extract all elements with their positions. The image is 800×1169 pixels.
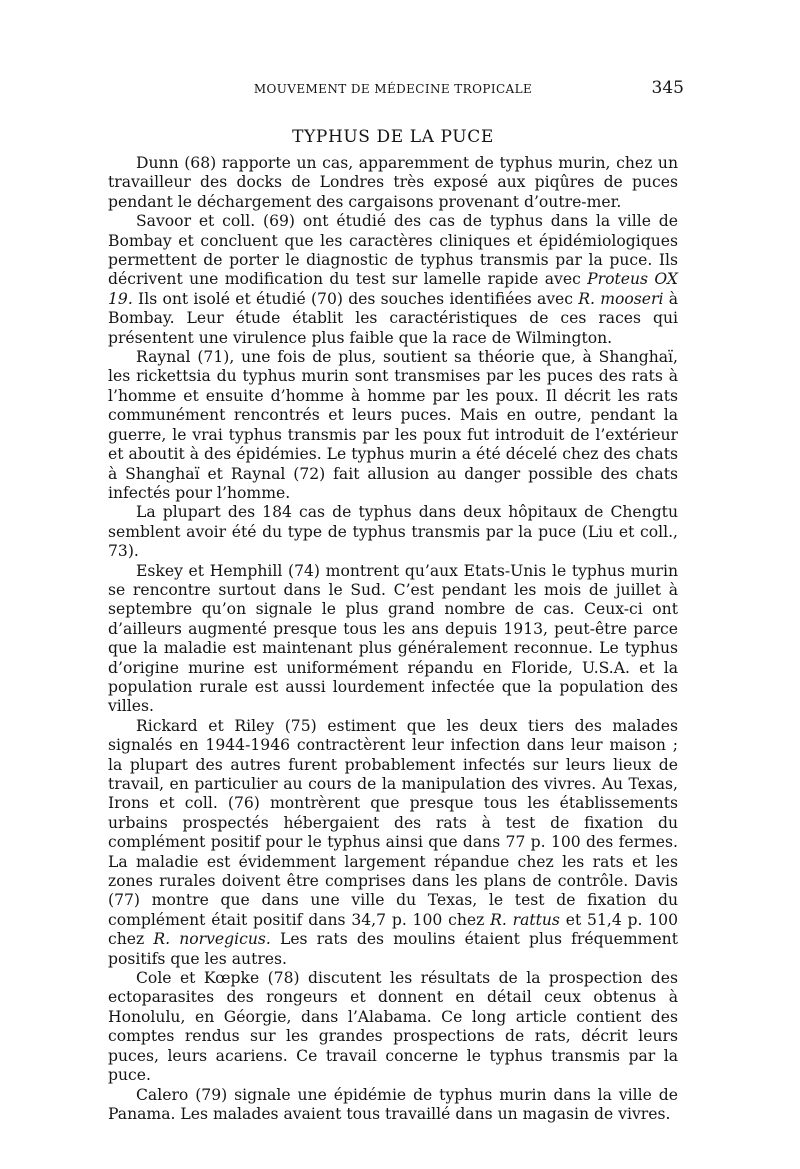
paragraph	[108, 348, 678, 503]
paragraph	[108, 717, 678, 969]
paragraph-text: Eskey et Hemphill (74) montrent qu’aux Etats-Unis le typhus murin se rencontre surtout dans le Sud. C’est pendant les mois de juillet à septembre qu’on signale le plus grand nombre de cas. Ceux-ci ont d’ailleurs augmenté presque tous les ans depuis 1913, peut-être parce que la maladie est maintenant plus généralement reconnue. Le typhus d’origine murine est uniformément répandu en Floride, U.S.A. et la population rurale est aussi lourdement infectée que la population des villes.	[108, 561, 678, 716]
paragraph-text: La plupart des 184 cas de typhus dans deux hôpitaux de Chengtu semblent avoir été du type de typhus transmis par la puce (Liu et coll., 73).	[108, 503, 678, 561]
paragraph-text: Calero (79) signale une épidémie de typhus murin dans la ville de Panama. Les malades avaient tous travaillé dans un magasin de vivres.	[108, 1085, 678, 1123]
paragraph-text: Savoor et coll. (69) ont étudié des cas de typhus dans la ville de Bombay et concluent que les caractères cliniques et épidémiologiques permettent de porter le diagnostic de typhus transmis par la puce. Ils décrivent une modification du test sur lamelle rapide avec	[108, 212, 678, 289]
paragraph-text: Les rats des moulins étaient plus fréquemment positifs que les autres.	[108, 930, 678, 968]
section-title: TYPHUS DE LA PUCE	[292, 127, 494, 147]
paragraph	[108, 969, 678, 1085]
paragraph	[108, 1086, 678, 1125]
running-head: MOUVEMENT DE MÉDECINE TROPICALE	[253, 82, 533, 96]
paragraph-text: Dunn (68) rapporte un cas, apparemment de typhus murin, chez un travailleur des docks de Londres très exposé aux piqûres de puces pendant le déchargement des cargaisons provenant d’outre-mer.	[108, 154, 678, 211]
paragraph	[108, 154, 678, 212]
italic-text: R. rattus	[490, 910, 560, 929]
italic-text: Proteus OX 19.	[108, 270, 678, 308]
paragraph-text: Rickard et Riley (75) estiment que les deux tiers des malades signalés en 1944-1946 contractèrent leur infection dans leur maison ; la plupart des autres furent probablement infectés sur leurs lieux de travail, en particulier au cours de la manipulation des vivres. Au Texas, Irons et coll. (76) montrèrent que presque tous les établissements urbains prospectés hébergaient des rats à test de fixation du complément positif pour le typhus ainsi que dans 77 p. 100 des fermes. La maladie est évidemment largement répandue chez les rats et les zones rurales doivent être comprises dans les plans de contrôle. Davis (77) montre que dans une ville du Texas, le test de fixation du complément était positif dans 34,7 p. 100 chez	[108, 716, 678, 929]
body-text	[108, 154, 678, 1124]
paragraph-text: et 51,4 p. 100 chez	[108, 910, 679, 949]
paragraph-text: Ils ont isolé et étudié (70) des souches identifiées avec	[132, 289, 579, 308]
paragraph	[108, 562, 678, 717]
paragraph	[108, 212, 678, 348]
italic-text: R. norvegicus.	[153, 930, 271, 949]
page-number: 345	[651, 78, 684, 98]
paragraph	[108, 503, 678, 561]
italic-text: R. mooseri	[578, 289, 664, 308]
paragraph-text: Cole et Kœpke (78) discutent les résultats de la prospection des ectoparasites des rongeurs et donnent en détail ceux obtenus à Honolulu, en Géorgie, dans l’Alabama. Ce long article contient des comptes rendus sur les grandes prospections de rats, décrit leurs puces, leurs acariens. Ce travail concerne le typhus transmis par la puce.	[108, 969, 678, 1085]
paragraph-text: à Bombay. Leur étude établit les caractéristiques de ces races qui présentent une virulence plus faible que la race de Wilmington.	[108, 289, 678, 347]
paragraph-text: Raynal (71), une fois de plus, soutient sa théorie que, à Shanghaï, les rickettsia du typhus murin sont transmises par les puces des rats à l’homme et ensuite d’homme à homme par les poux. Il décrit les rats communément rencontrés et leurs puces. Mais en outre, pendant la guerre, le vrai typhus transmis par les poux fut introduit de l’extérieur et aboutit à des épidémies. Le typhus murin a été décelé chez des chats à Shanghaï et Raynal (72) fait allusion au danger possible des chats infectés pour l’homme.	[108, 348, 678, 502]
